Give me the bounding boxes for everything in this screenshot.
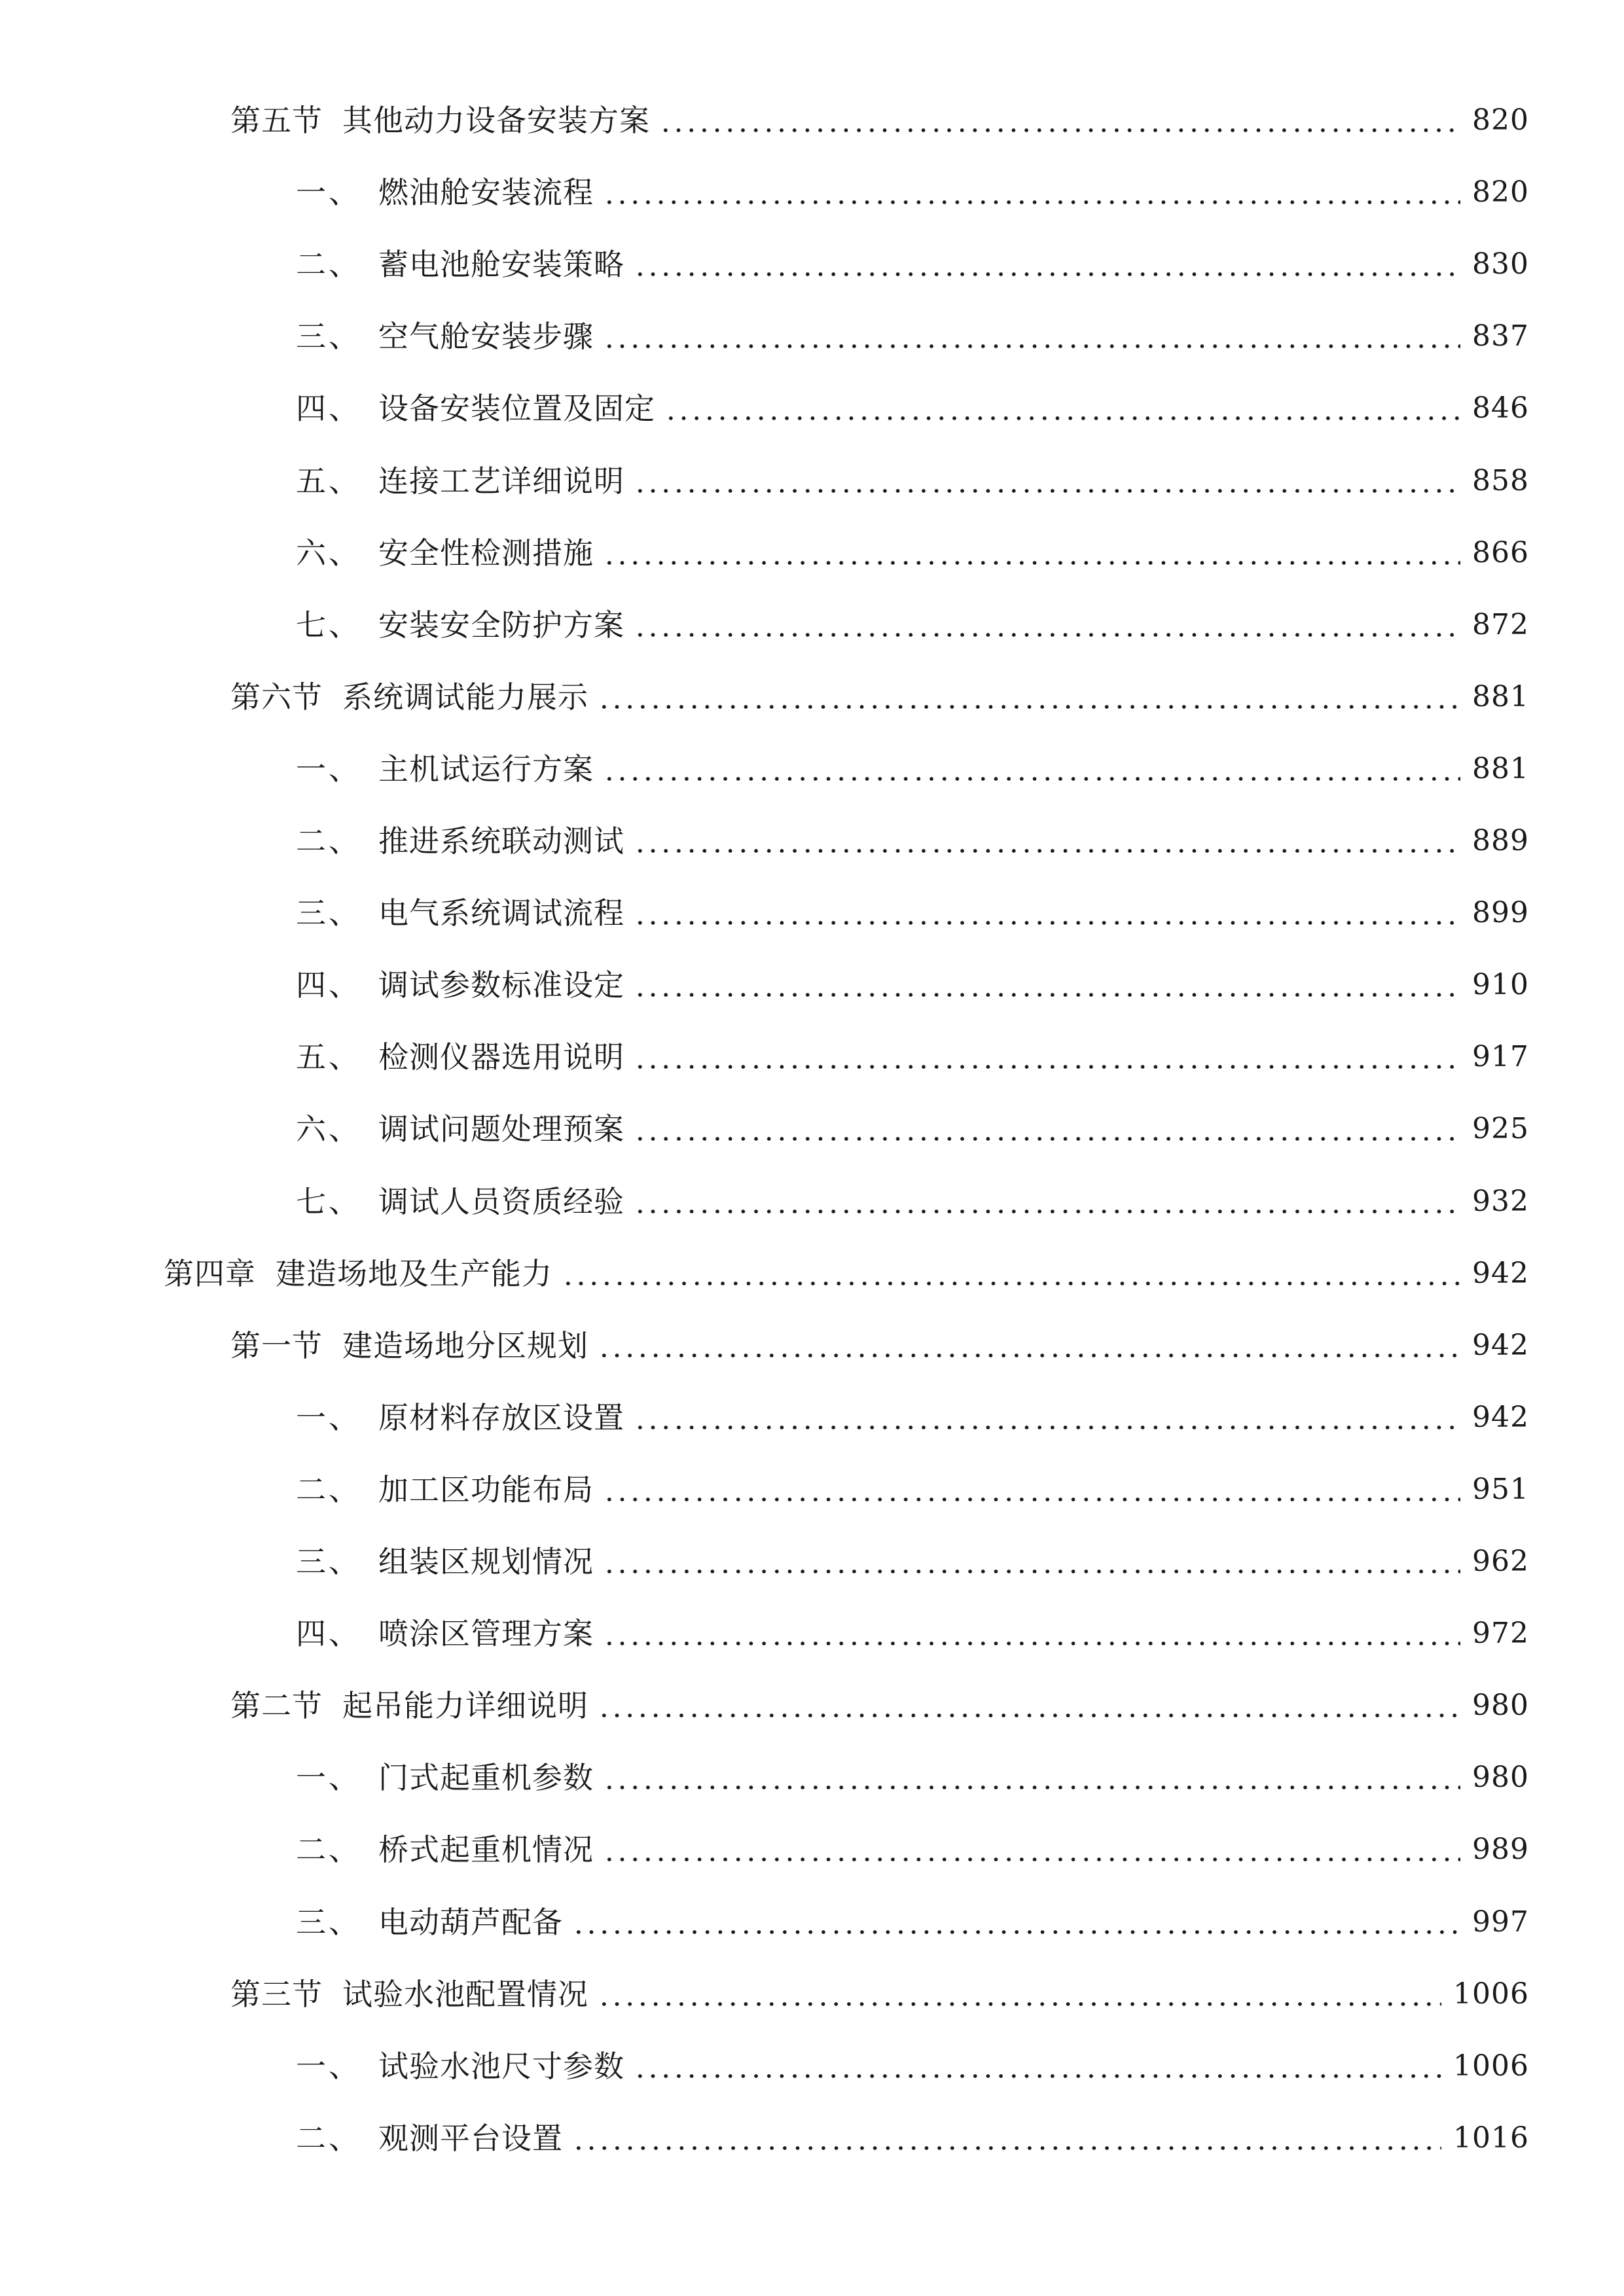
toc-entry[interactable] <box>230 1670 1529 1742</box>
toc-entry[interactable] <box>230 661 1529 733</box>
toc-entry[interactable] <box>296 1742 1529 1814</box>
toc-entry-number: 二、 <box>296 823 361 859</box>
toc-entry[interactable] <box>296 1021 1529 1093</box>
toc-entry-page-number: 980 <box>1472 1689 1529 1723</box>
toc-entry-page-number: 866 <box>1472 535 1529 569</box>
toc-entry-page-number: 972 <box>1472 1617 1529 1651</box>
toc-entry-title: 加工区功能布局 <box>378 1471 594 1507</box>
toc-dot-leader <box>603 200 1460 205</box>
toc-entry-page-number: 837 <box>1472 319 1529 353</box>
toc-entry-title: 安全性检测措施 <box>378 535 594 571</box>
toc-dot-leader <box>603 1857 1460 1862</box>
toc-entry[interactable] <box>230 1958 1529 2030</box>
toc-dot-leader <box>598 704 1460 709</box>
toc-dot-leader <box>634 1064 1460 1069</box>
toc-entry-number: 二、 <box>296 1471 361 1507</box>
toc-entry-number: 四、 <box>296 391 361 427</box>
toc-entry-title: 建造场地分区规划 <box>342 1327 588 1363</box>
toc-entry-page-number: 942 <box>1472 1400 1529 1434</box>
toc-entry[interactable] <box>296 1454 1529 1526</box>
toc-entry-title: 观测平台设置 <box>378 2120 563 2156</box>
toc-entry-title: 调试人员资质经验 <box>378 1183 624 1219</box>
toc-dot-leader <box>603 344 1460 349</box>
toc-dot-leader <box>634 992 1460 997</box>
toc-dot-leader <box>634 2073 1441 2079</box>
toc-dot-leader <box>603 1569 1460 1574</box>
toc-entry-title: 电动葫芦配备 <box>378 1904 563 1940</box>
toc-entry-number: 第二节 <box>230 1688 323 1724</box>
toc-entry-page-number: 932 <box>1472 1184 1529 1218</box>
toc-entry-title: 起吊能力详细说明 <box>342 1688 588 1724</box>
toc-entry[interactable] <box>296 949 1529 1021</box>
toc-entry-page-number: 858 <box>1472 463 1529 497</box>
toc-entry-title: 连接工艺详细说明 <box>378 463 624 499</box>
toc-entry-page-number: 830 <box>1472 247 1529 281</box>
toc-dot-leader <box>603 1785 1460 1790</box>
toc-dot-leader <box>572 2145 1441 2151</box>
toc-dot-leader <box>603 1641 1460 1646</box>
toc-entry-page-number: 925 <box>1472 1112 1529 1146</box>
toc-dot-leader <box>572 1929 1460 1935</box>
toc-dot-leader <box>634 920 1460 925</box>
toc-entry-number: 二、 <box>296 247 361 283</box>
toc-entry-number: 三、 <box>296 1904 361 1940</box>
toc-entry-page-number: 910 <box>1472 968 1529 1002</box>
toc-entry-title: 安装安全防护方案 <box>378 607 624 643</box>
toc-entry-title: 建造场地及生产能力 <box>276 1255 552 1291</box>
toc-entry[interactable] <box>296 2030 1529 2102</box>
toc-entry-title: 推进系统联动测试 <box>378 823 624 859</box>
toc-entry-title: 蓄电池舱安装策略 <box>378 247 624 283</box>
toc-entry-number: 七、 <box>296 607 361 643</box>
toc-entry-title: 门式起重机参数 <box>378 1760 594 1796</box>
toc-entry[interactable] <box>296 1526 1529 1598</box>
toc-entry-number: 四、 <box>296 967 361 1003</box>
toc-entry-page-number: 942 <box>1472 1328 1529 1362</box>
toc-entry-title: 喷涂区管理方案 <box>378 1616 594 1652</box>
toc-dot-leader <box>634 1136 1460 1141</box>
toc-dot-leader <box>634 848 1460 853</box>
toc-entry-number: 七、 <box>296 1183 361 1219</box>
toc-entry-page-number: 980 <box>1472 1761 1529 1795</box>
toc-entry-page-number: 889 <box>1472 824 1529 857</box>
toc-entry-number: 一、 <box>296 1399 361 1435</box>
toc-entry-title: 电气系统调试流程 <box>378 895 624 931</box>
toc-entry[interactable] <box>296 156 1529 228</box>
toc-entry-number: 一、 <box>296 175 361 211</box>
toc-entry[interactable] <box>296 372 1529 444</box>
toc-entry-number: 六、 <box>296 535 361 571</box>
toc-entry-page-number: 881 <box>1472 679 1529 713</box>
toc-entry[interactable] <box>296 1886 1529 1958</box>
toc-entry-title: 试验水池尺寸参数 <box>378 2048 624 2084</box>
toc-entry-page-number: 942 <box>1472 1256 1529 1290</box>
toc-entry-page-number: 989 <box>1472 1833 1529 1867</box>
toc-entry-title: 调试参数标准设定 <box>378 967 624 1003</box>
toc-entry-page-number: 951 <box>1472 1472 1529 1506</box>
toc-entry-number: 二、 <box>296 1832 361 1868</box>
toc-entry-title: 燃油舱安装流程 <box>378 175 594 211</box>
toc-dot-leader <box>634 488 1460 493</box>
toc-entry-number: 第四章 <box>164 1255 256 1291</box>
toc-entry[interactable] <box>296 517 1529 589</box>
toc-dot-leader <box>603 1497 1460 1502</box>
toc-entry-page-number: 1016 <box>1453 2121 1529 2155</box>
toc-entry[interactable] <box>296 300 1529 372</box>
toc-entry-number: 第六节 <box>230 679 323 715</box>
toc-entry[interactable] <box>296 1814 1529 1886</box>
toc-entry-number: 三、 <box>296 1544 361 1579</box>
toc-entry-page-number: 820 <box>1472 103 1529 137</box>
toc-entry-page-number: 881 <box>1472 751 1529 785</box>
toc-entry[interactable] <box>296 877 1529 949</box>
toc-entry-title: 桥式起重机情况 <box>378 1832 594 1868</box>
toc-dot-leader <box>598 2001 1441 2007</box>
toc-entry[interactable] <box>296 1166 1529 1238</box>
toc-entry[interactable] <box>296 445 1529 517</box>
toc-entry[interactable] <box>296 733 1529 805</box>
toc-entry-page-number: 846 <box>1472 391 1529 425</box>
toc-entry-page-number: 1006 <box>1453 2049 1529 2083</box>
toc-entry-title: 空气舱安装步骤 <box>378 319 594 355</box>
toc-entry[interactable] <box>296 1598 1529 1670</box>
toc-entry-title: 其他动力设备安装方案 <box>342 103 650 138</box>
toc-entry-number: 一、 <box>296 2048 361 2084</box>
toc-entry-number: 四、 <box>296 1616 361 1652</box>
toc-entry-title: 调试问题处理预案 <box>378 1111 624 1147</box>
toc-dot-leader <box>562 1281 1460 1286</box>
toc-dot-leader <box>634 272 1460 277</box>
toc-entry[interactable] <box>296 1093 1529 1165</box>
toc-entry-number: 第三节 <box>230 1976 323 2012</box>
toc-entry-page-number: 872 <box>1472 607 1529 641</box>
toc-entry-page-number: 997 <box>1472 1905 1529 1939</box>
toc-entry-page-number: 1006 <box>1453 1977 1529 2011</box>
toc-entry-number: 五、 <box>296 463 361 499</box>
toc-entry[interactable] <box>164 1238 1529 1310</box>
toc-entry[interactable] <box>296 805 1529 877</box>
toc-dot-leader <box>634 1425 1460 1430</box>
toc-entry-number: 第一节 <box>230 1327 323 1363</box>
toc-dot-leader <box>664 416 1460 421</box>
toc-entry-title: 组装区规划情况 <box>378 1544 594 1579</box>
toc-entry-number: 一、 <box>296 1760 361 1796</box>
toc-entry-number: 六、 <box>296 1111 361 1147</box>
toc-entry-title: 检测仪器选用说明 <box>378 1039 624 1075</box>
toc-entry[interactable] <box>230 1310 1529 1382</box>
toc-entry-title: 主机试运行方案 <box>378 751 594 787</box>
toc-entry-page-number: 917 <box>1472 1040 1529 1074</box>
toc-entry[interactable] <box>296 1382 1529 1454</box>
toc-entry[interactable] <box>296 228 1529 300</box>
toc-entry-title: 试验水池配置情况 <box>342 1976 588 2012</box>
toc-entry[interactable] <box>296 589 1529 661</box>
toc-dot-leader <box>634 632 1460 637</box>
toc-entry-number: 三、 <box>296 319 361 355</box>
toc-entry-title: 系统调试能力展示 <box>342 679 588 715</box>
toc-dot-leader <box>634 1209 1460 1214</box>
toc-entry-title: 设备安装位置及固定 <box>378 391 655 427</box>
toc-dot-leader <box>598 1353 1460 1358</box>
toc-entry-number: 一、 <box>296 751 361 787</box>
toc-entry[interactable] <box>296 2102 1529 2174</box>
toc-entry-number: 三、 <box>296 895 361 931</box>
toc-entry[interactable] <box>230 84 1529 156</box>
toc-entry-number: 第五节 <box>230 103 323 138</box>
toc-dot-leader <box>659 128 1460 133</box>
toc-dot-leader <box>598 1713 1460 1718</box>
toc-entry-number: 五、 <box>296 1039 361 1075</box>
toc-entry-page-number: 820 <box>1472 175 1529 209</box>
toc-entry-number: 二、 <box>296 2120 361 2156</box>
toc-entry-page-number: 962 <box>1472 1545 1529 1578</box>
toc-dot-leader <box>603 560 1460 565</box>
toc-dot-leader <box>603 776 1460 781</box>
toc-entry-page-number: 899 <box>1472 896 1529 930</box>
toc-entry-title: 原材料存放区设置 <box>378 1399 624 1435</box>
